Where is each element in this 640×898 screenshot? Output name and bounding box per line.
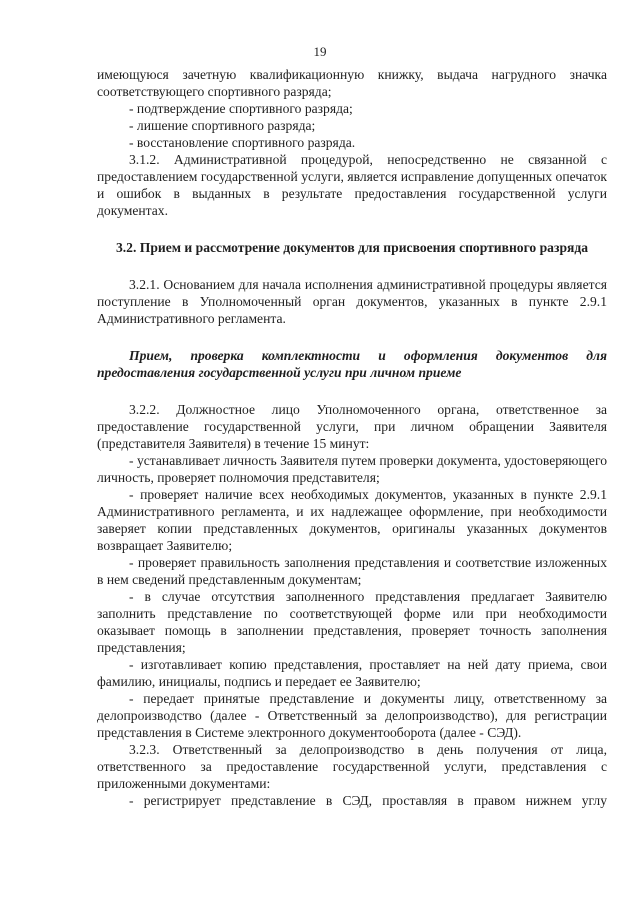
list-item: - регистрирует представление в СЭД, проставляя в правом нижнем углу	[129, 793, 607, 808]
paragraph-continuation: имеющуюся зачетную квалификационную книжку, выдача нагрудного значка соответствующего спортивного разряда;	[97, 67, 607, 99]
document-body	[97, 66, 607, 809]
list-item: - восстановление спортивного разряда.	[129, 135, 356, 150]
list-item: - проверяет наличие всех необходимых документов, указанных в пункте 2.9.1 Административного регламента, и их надлежащее оформление, при необходимости заверяет копии представленных документов, оригиналы указанных документов возвращает Заявителю;	[97, 487, 607, 553]
list-item: - проверяет правильность заполнения представления и соответствие изложенных в нем сведений представленным документам;	[97, 555, 607, 587]
list-item: - подтверждение спортивного разряда;	[129, 101, 353, 116]
list-item: - передает принятые представление и документы лицу, ответственному за делопроизводство (далее - Ответственный за делопроизводство), для регистрации представления в Системе электронного документооборота (далее - СЭД).	[97, 691, 607, 740]
list-item: - лишение спортивного разряда;	[129, 118, 316, 133]
section-heading-3-2: 3.2. Прием и рассмотрение документов для присвоения спортивного разряда	[115, 240, 589, 255]
list-item: - в случае отсутствия заполненного представления предлагает Заявителю заполнить представление по соответствующей форме или при необходимости оказывает помощь в заполнении представления, проверяет точность заполнения представления;	[97, 589, 607, 655]
list-item: - устанавливает личность Заявителя путем проверки документа, удостоверяющего личность, проверяет полномочия представителя;	[97, 453, 607, 485]
paragraph-3-2-2: 3.2.2. Должностное лицо Уполномоченного органа, ответственное за предоставление государственной услуги, при личном обращении Заявителя (представителя Заявителя) в течение 15 минут:	[97, 402, 607, 451]
paragraph-3-2-3: 3.2.3. Ответственный за делопроизводство в день получения от лица, ответственного за предоставление государственной услуги, представления с приложенными документами:	[97, 742, 607, 791]
list-item: - изготавливает копию представления, проставляет на ней дату приема, свои фамилию, инициалы, подпись и передает ее Заявителю;	[97, 657, 607, 689]
subsection-heading: Прием, проверка комплектности и оформления документов для предоставления государственной услуги при личном приеме	[97, 348, 607, 380]
paragraph-3-1-2: 3.1.2. Административной процедурой, непосредственно не связанной с предоставлением государственной услуги, является исправление допущенных опечаток и ошибок в выданных в результате предоставления государственной услуги документах.	[97, 152, 607, 218]
page-number: 19	[313, 44, 327, 59]
paragraph-3-2-1: 3.2.1. Основанием для начала исполнения административной процедуры является поступление в Уполномоченный орган документов, указанных в пункте 2.9.1 Административного регламента.	[97, 277, 607, 326]
